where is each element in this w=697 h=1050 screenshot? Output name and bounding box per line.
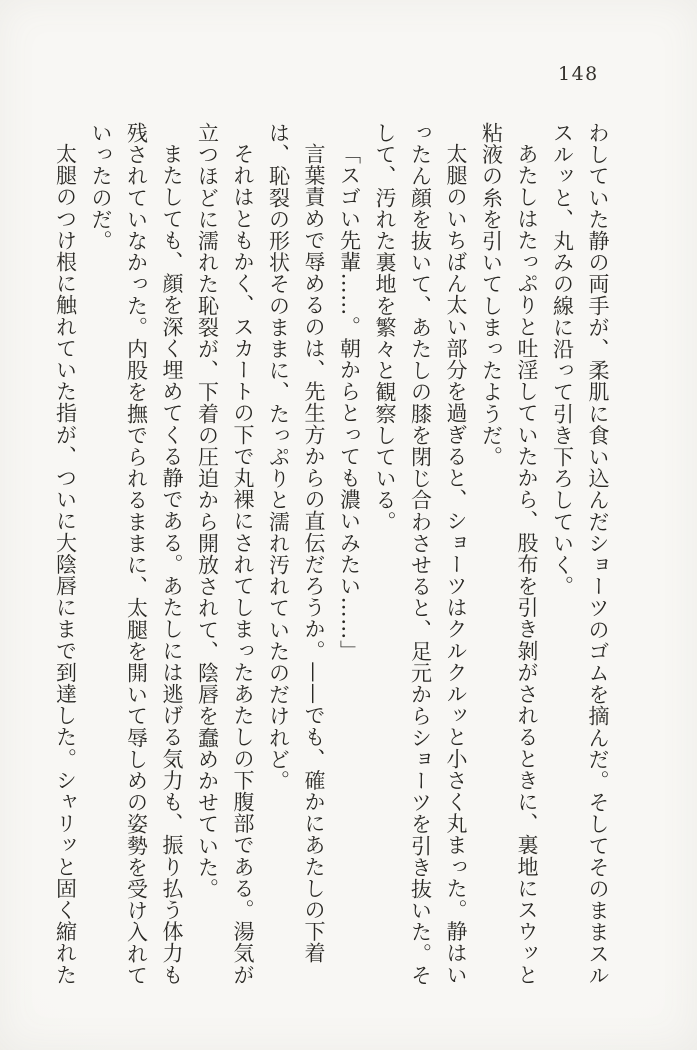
paragraph-5: 言葉責めで辱めるのは、先生方からの直伝だろうか。——でも、確かにあたしの下着は、恥裂の形状そのままに、たっぷりと濡れ汚れていたのだけれど。 xyxy=(266,122,326,964)
paragraph-4: 「スゴい先輩……。朝からとっても濃いみたい……」 xyxy=(337,143,362,662)
paragraph-8: 太腿のつけ根に触れていた指が、ついに大陰唇にまで到達した。シャリッと固く縮れた xyxy=(53,143,78,986)
paragraph-3: 太腿のいちばん太い部分を過ぎると、ショーツはクルクルッと小さく丸まった。静はいったん顔を抜いて、あたしの膝を閉じ合わさせると、足元からショーツを引き抜いた。そして、汚れた裏地を繁々と観察している。 xyxy=(373,122,468,986)
paragraph-7: またしても、顔を深く埋めてくる静である。あたしには逃げる気力も、振り払う体力も残されていなかった。内股を撫でられるままに、太腿を開いて辱しめの姿勢を受け入れていったのだ。 xyxy=(89,122,184,986)
paragraph-2: あたしはたっぷりと吐淫していたから、股布を引き剝がされるときに、裏地にスウッと粘液の糸を引いてしまったようだ。 xyxy=(479,122,539,986)
body-text xyxy=(47,122,615,990)
paragraph-6: それはともかく、スカートの下で丸裸にされてしまったあたしの下腹部である。湯気が立つほどに濡れた恥裂が、下着の圧迫から開放されて、陰唇を蠢めかせていた。 xyxy=(195,122,255,986)
paragraph-1: わしていた静の両手が、柔肌に食い込んだショーツのゴムを摘んだ。そしてそのままスルスルッと、丸みの線に沿って引き下ろしていく。 xyxy=(550,122,610,986)
page-number: 148 xyxy=(558,63,599,85)
